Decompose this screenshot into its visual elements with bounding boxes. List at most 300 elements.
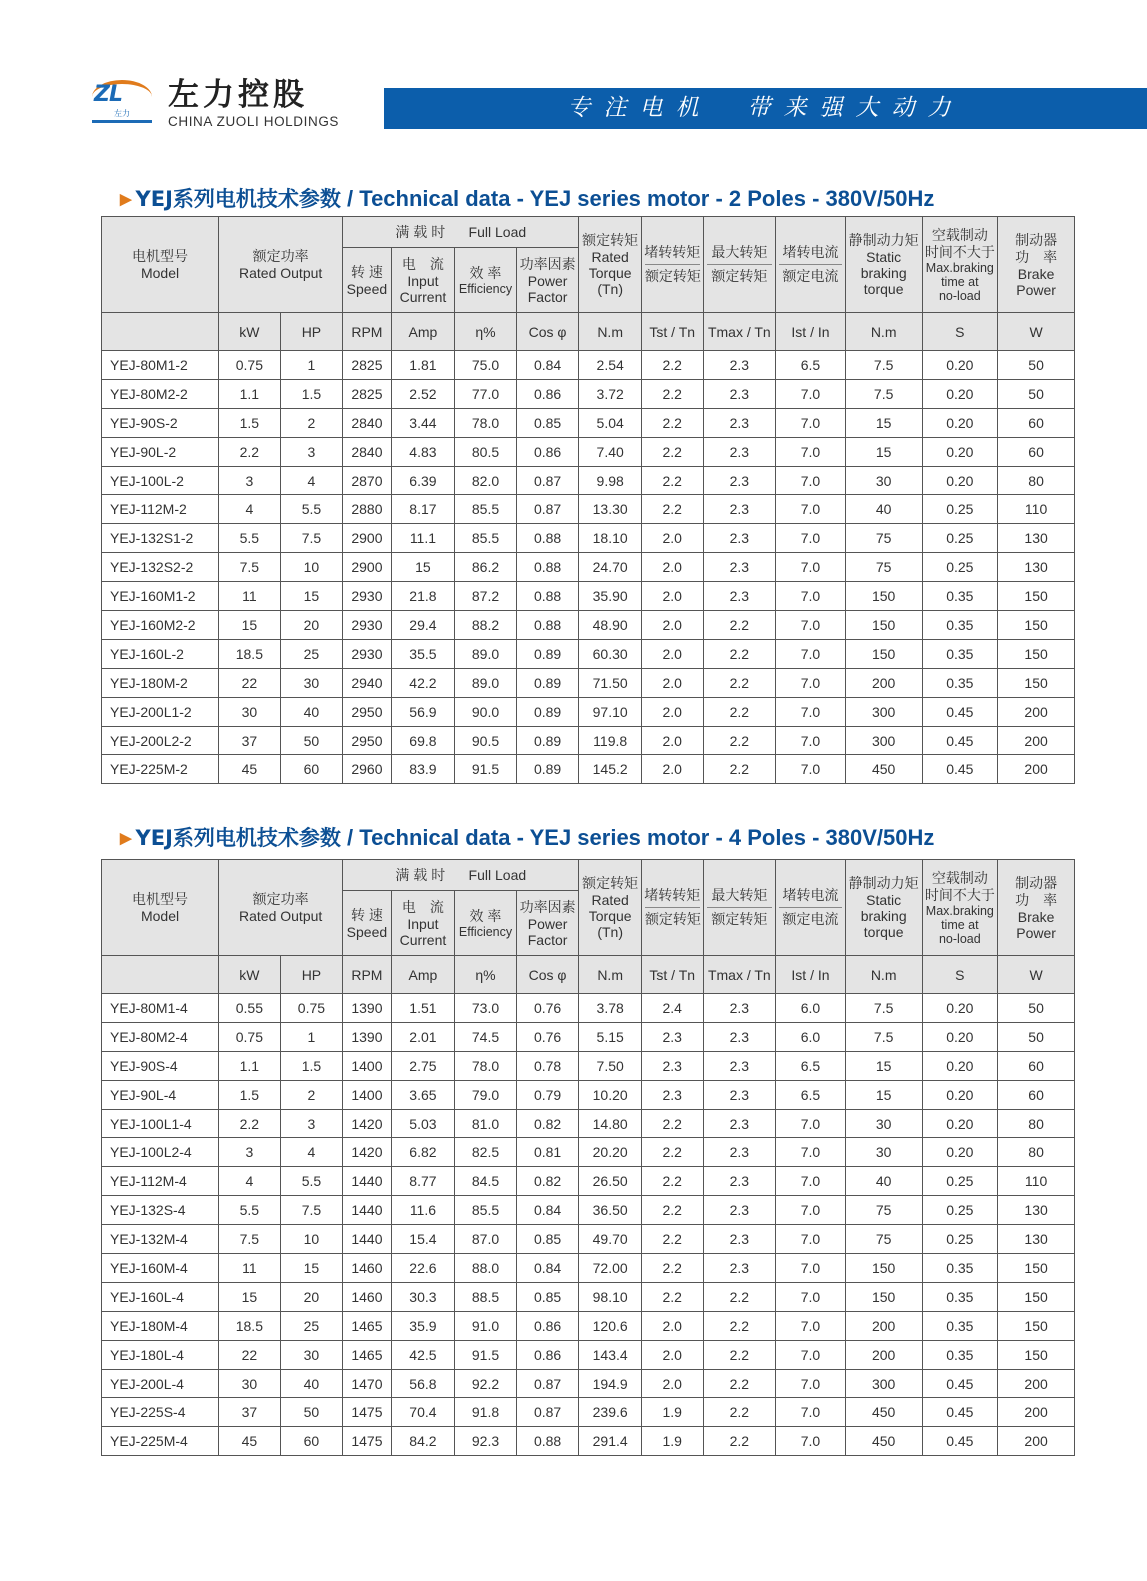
value-cell: 0.20 xyxy=(922,1109,998,1138)
value-cell: 92.3 xyxy=(455,1427,517,1456)
value-cell: 110 xyxy=(998,495,1075,524)
value-cell: 2.0 xyxy=(641,668,703,697)
value-cell: 30.3 xyxy=(391,1282,455,1311)
units-row xyxy=(102,313,1075,351)
value-cell: 98.10 xyxy=(579,1282,642,1311)
value-cell: 2840 xyxy=(343,408,391,437)
unit-cell: Amp xyxy=(391,313,455,351)
value-cell: 18.10 xyxy=(579,524,642,553)
value-cell: 2.54 xyxy=(579,351,642,380)
rated-output-header: 额定功率 Rated Output xyxy=(219,860,343,956)
value-cell: 2950 xyxy=(343,726,391,755)
page-header xyxy=(0,0,1147,140)
slogan-banner xyxy=(384,88,1147,129)
value-cell: 35.5 xyxy=(391,639,455,668)
value-cell: 30 xyxy=(845,1138,922,1167)
value-cell: 7.0 xyxy=(776,1282,846,1311)
value-cell: 0.84 xyxy=(516,1196,579,1225)
value-cell: 0.20 xyxy=(922,1138,998,1167)
value-cell: 90.0 xyxy=(455,697,517,726)
logo-mark-text: ZL xyxy=(94,82,122,107)
value-cell: 2.3 xyxy=(703,1138,776,1167)
value-cell: 2.2 xyxy=(703,726,776,755)
value-cell: 2900 xyxy=(343,553,391,582)
value-cell: 2.2 xyxy=(641,466,703,495)
value-cell: 0.55 xyxy=(219,994,281,1023)
value-cell: 15 xyxy=(219,1282,281,1311)
value-cell: 6.5 xyxy=(776,1080,846,1109)
value-cell: 37 xyxy=(219,1398,281,1427)
value-cell: 1465 xyxy=(343,1340,391,1369)
value-cell: 7.5 xyxy=(845,1022,922,1051)
value-cell: 291.4 xyxy=(579,1427,642,1456)
value-cell: 150 xyxy=(998,611,1075,640)
value-cell: 1.9 xyxy=(641,1427,703,1456)
table-row xyxy=(102,697,1075,726)
value-cell: 7.0 xyxy=(776,524,846,553)
value-cell: 30 xyxy=(845,466,922,495)
value-cell: 7.5 xyxy=(845,351,922,380)
value-cell: 1.5 xyxy=(219,408,281,437)
value-cell: 75 xyxy=(845,1196,922,1225)
value-cell: 30 xyxy=(219,697,281,726)
value-cell: 0.75 xyxy=(219,1022,281,1051)
value-cell: 2.0 xyxy=(641,1369,703,1398)
unit-cell: Tst / Tn xyxy=(641,956,703,994)
value-cell: 200 xyxy=(845,1340,922,1369)
table-row xyxy=(102,1109,1075,1138)
triangle-bullet-icon: ▶ xyxy=(120,830,132,847)
unit-cell: N.m xyxy=(845,313,922,351)
logo-mark-small-text: 左力 xyxy=(114,109,130,118)
power-factor-header: 功率因素 Power Factor xyxy=(516,248,579,313)
value-cell: 2.3 xyxy=(703,1022,776,1051)
value-cell: 7.5 xyxy=(845,994,922,1023)
value-cell: 15 xyxy=(280,1254,343,1283)
unit-cell: kW xyxy=(219,956,281,994)
value-cell: 2.0 xyxy=(641,582,703,611)
spec-table-2-poles xyxy=(101,216,1075,784)
value-cell: 7.0 xyxy=(776,1254,846,1283)
triangle-bullet-icon: ▶ xyxy=(120,191,132,208)
table-row xyxy=(102,437,1075,466)
value-cell: 82.5 xyxy=(455,1138,517,1167)
value-cell: 2.3 xyxy=(641,1051,703,1080)
value-cell: 4.83 xyxy=(391,437,455,466)
value-cell: 0.88 xyxy=(516,611,579,640)
value-cell: 0.25 xyxy=(922,1196,998,1225)
value-cell: 25 xyxy=(280,1311,343,1340)
value-cell: 2960 xyxy=(343,755,391,784)
value-cell: 56.8 xyxy=(391,1369,455,1398)
unit-cell: W xyxy=(998,313,1075,351)
model-header: 电机型号 Model xyxy=(102,860,219,956)
value-cell: 0.25 xyxy=(922,524,998,553)
value-cell: 3 xyxy=(280,437,343,466)
value-cell: 0.35 xyxy=(922,1340,998,1369)
value-cell: 0.35 xyxy=(922,1254,998,1283)
full-load-header: 满 载 时 Full Load xyxy=(343,860,579,891)
table-row xyxy=(102,1022,1075,1051)
max-braking-time-header: 空载制动 时间不大于 Max.braking time at no-load xyxy=(922,217,998,313)
value-cell: 22.6 xyxy=(391,1254,455,1283)
value-cell: 143.4 xyxy=(579,1340,642,1369)
value-cell: 2.2 xyxy=(703,755,776,784)
value-cell: 3.78 xyxy=(579,994,642,1023)
value-cell: 50 xyxy=(998,379,1075,408)
model-cell: YEJ-132S2-2 xyxy=(102,553,219,582)
value-cell: 5.03 xyxy=(391,1109,455,1138)
table-row xyxy=(102,1398,1075,1427)
value-cell: 7.0 xyxy=(776,408,846,437)
value-cell: 2.2 xyxy=(703,668,776,697)
value-cell: 21.8 xyxy=(391,582,455,611)
value-cell: 200 xyxy=(998,697,1075,726)
value-cell: 69.8 xyxy=(391,726,455,755)
value-cell: 0.45 xyxy=(922,755,998,784)
value-cell: 0.45 xyxy=(922,726,998,755)
table-row xyxy=(102,1225,1075,1254)
value-cell: 200 xyxy=(998,1398,1075,1427)
value-cell: 2.2 xyxy=(703,639,776,668)
value-cell: 7.0 xyxy=(776,1109,846,1138)
value-cell: 2.3 xyxy=(703,553,776,582)
value-cell: 150 xyxy=(998,639,1075,668)
value-cell: 37 xyxy=(219,726,281,755)
value-cell: 7.0 xyxy=(776,639,846,668)
value-cell: 2.2 xyxy=(641,1282,703,1311)
value-cell: 7.0 xyxy=(776,582,846,611)
value-cell: 6.5 xyxy=(776,351,846,380)
value-cell: 5.5 xyxy=(219,1196,281,1225)
unit-cell: kW xyxy=(219,313,281,351)
model-header: 电机型号 Model xyxy=(102,217,219,313)
value-cell: 150 xyxy=(998,1282,1075,1311)
value-cell: 84.2 xyxy=(391,1427,455,1456)
value-cell: 2825 xyxy=(343,379,391,408)
value-cell: 10 xyxy=(280,1225,343,1254)
value-cell: 6.0 xyxy=(776,994,846,1023)
table-row xyxy=(102,1311,1075,1340)
table-row xyxy=(102,553,1075,582)
value-cell: 2.2 xyxy=(641,408,703,437)
value-cell: 4 xyxy=(219,1167,281,1196)
value-cell: 2.3 xyxy=(703,1196,776,1225)
input-current-header: 电 流 Input Current xyxy=(391,891,455,956)
value-cell: 1.51 xyxy=(391,994,455,1023)
value-cell: 150 xyxy=(998,1340,1075,1369)
units-model-spacer xyxy=(102,956,219,994)
value-cell: 2.3 xyxy=(703,1167,776,1196)
value-cell: 2.2 xyxy=(641,1109,703,1138)
value-cell: 75 xyxy=(845,1225,922,1254)
value-cell: 60 xyxy=(998,1051,1075,1080)
efficiency-header: 效 率 Efficiency xyxy=(455,891,517,956)
value-cell: 0.88 xyxy=(516,524,579,553)
value-cell: 6.39 xyxy=(391,466,455,495)
value-cell: 0.35 xyxy=(922,668,998,697)
value-cell: 40 xyxy=(845,1167,922,1196)
value-cell: 7.0 xyxy=(776,697,846,726)
value-cell: 2880 xyxy=(343,495,391,524)
value-cell: 0.45 xyxy=(922,1369,998,1398)
value-cell: 15 xyxy=(845,408,922,437)
value-cell: 13.30 xyxy=(579,495,642,524)
model-cell: YEJ-180M-2 xyxy=(102,668,219,697)
rated-torque-header: 额定转矩 Rated Torque (Tn) xyxy=(579,860,642,956)
model-cell: YEJ-80M1-4 xyxy=(102,994,219,1023)
value-cell: 2.2 xyxy=(703,611,776,640)
value-cell: 2.2 xyxy=(641,1138,703,1167)
value-cell: 92.2 xyxy=(455,1369,517,1398)
unit-cell: Tst / Tn xyxy=(641,313,703,351)
value-cell: 5.5 xyxy=(280,1167,343,1196)
value-cell: 300 xyxy=(845,1369,922,1398)
table-row xyxy=(102,582,1075,611)
value-cell: 3 xyxy=(219,466,281,495)
value-cell: 7.0 xyxy=(776,437,846,466)
value-cell: 150 xyxy=(845,639,922,668)
unit-cell: η% xyxy=(455,313,517,351)
value-cell: 450 xyxy=(845,755,922,784)
value-cell: 130 xyxy=(998,1196,1075,1225)
unit-cell: Amp xyxy=(391,956,455,994)
value-cell: 45 xyxy=(219,755,281,784)
value-cell: 150 xyxy=(998,668,1075,697)
value-cell: 0.45 xyxy=(922,697,998,726)
value-cell: 77.0 xyxy=(455,379,517,408)
value-cell: 50 xyxy=(998,994,1075,1023)
value-cell: 7.0 xyxy=(776,755,846,784)
table-row xyxy=(102,668,1075,697)
value-cell: 7.0 xyxy=(776,1311,846,1340)
units-row xyxy=(102,956,1075,994)
value-cell: 20 xyxy=(280,1282,343,1311)
value-cell: 1440 xyxy=(343,1167,391,1196)
unit-cell: S xyxy=(922,956,998,994)
locked-torque-ratio-header: 堵转转矩 额定转矩 xyxy=(641,217,703,313)
value-cell: 91.5 xyxy=(455,755,517,784)
value-cell: 300 xyxy=(845,726,922,755)
model-cell: YEJ-225M-2 xyxy=(102,755,219,784)
value-cell: 50 xyxy=(280,726,343,755)
value-cell: 0.86 xyxy=(516,1311,579,1340)
value-cell: 11 xyxy=(219,1254,281,1283)
value-cell: 0.82 xyxy=(516,1109,579,1138)
value-cell: 50 xyxy=(280,1398,343,1427)
value-cell: 145.2 xyxy=(579,755,642,784)
value-cell: 1.5 xyxy=(219,1080,281,1109)
value-cell: 15 xyxy=(845,1051,922,1080)
value-cell: 0.88 xyxy=(516,582,579,611)
model-cell: YEJ-112M-2 xyxy=(102,495,219,524)
value-cell: 6.82 xyxy=(391,1138,455,1167)
value-cell: 88.2 xyxy=(455,611,517,640)
value-cell: 50 xyxy=(998,1022,1075,1051)
value-cell: 5.5 xyxy=(219,524,281,553)
value-cell: 1440 xyxy=(343,1225,391,1254)
value-cell: 2930 xyxy=(343,639,391,668)
value-cell: 2.2 xyxy=(641,495,703,524)
value-cell: 0.86 xyxy=(516,379,579,408)
value-cell: 2.2 xyxy=(703,1369,776,1398)
unit-cell: Tmax / Tn xyxy=(703,956,776,994)
value-cell: 2.2 xyxy=(219,1109,281,1138)
value-cell: 2.2 xyxy=(641,1225,703,1254)
value-cell: 40 xyxy=(280,697,343,726)
section-title-cn: YEJ系列电机技术参数 xyxy=(135,826,341,850)
value-cell: 15 xyxy=(280,582,343,611)
table-row xyxy=(102,726,1075,755)
unit-cell: RPM xyxy=(343,313,391,351)
value-cell: 7.0 xyxy=(776,1138,846,1167)
value-cell: 7.50 xyxy=(579,1051,642,1080)
value-cell: 11.6 xyxy=(391,1196,455,1225)
speed-header: 转 速 Speed xyxy=(343,248,391,313)
value-cell: 25 xyxy=(280,639,343,668)
value-cell: 6.5 xyxy=(776,1051,846,1080)
value-cell: 2.3 xyxy=(703,1225,776,1254)
value-cell: 30 xyxy=(219,1369,281,1398)
value-cell: 60 xyxy=(280,1427,343,1456)
value-cell: 150 xyxy=(998,1311,1075,1340)
value-cell: 130 xyxy=(998,553,1075,582)
value-cell: 0.20 xyxy=(922,1022,998,1051)
value-cell: 7.5 xyxy=(280,524,343,553)
value-cell: 0.88 xyxy=(516,553,579,582)
value-cell: 48.90 xyxy=(579,611,642,640)
value-cell: 0.25 xyxy=(922,1225,998,1254)
value-cell: 3.72 xyxy=(579,379,642,408)
value-cell: 194.9 xyxy=(579,1369,642,1398)
locked-current-ratio-header: 堵转电流 额定电流 xyxy=(776,217,846,313)
value-cell: 7.0 xyxy=(776,1398,846,1427)
unit-cell: HP xyxy=(280,313,343,351)
value-cell: 0.35 xyxy=(922,1282,998,1311)
value-cell: 78.0 xyxy=(455,408,517,437)
model-cell: YEJ-100L2-4 xyxy=(102,1138,219,1167)
unit-cell: RPM xyxy=(343,956,391,994)
model-cell: YEJ-90L-4 xyxy=(102,1080,219,1109)
value-cell: 0.75 xyxy=(280,994,343,1023)
value-cell: 2.3 xyxy=(641,1080,703,1109)
value-cell: 78.0 xyxy=(455,1051,517,1080)
value-cell: 0.20 xyxy=(922,437,998,466)
value-cell: 7.0 xyxy=(776,611,846,640)
brake-power-header: 制动器 功 率 Brake Power xyxy=(998,860,1075,956)
value-cell: 20 xyxy=(280,611,343,640)
value-cell: 2.3 xyxy=(703,351,776,380)
value-cell: 50 xyxy=(998,351,1075,380)
value-cell: 2.01 xyxy=(391,1022,455,1051)
value-cell: 1460 xyxy=(343,1282,391,1311)
value-cell: 7.40 xyxy=(579,437,642,466)
value-cell: 2.3 xyxy=(703,524,776,553)
speed-header: 转 速 Speed xyxy=(343,891,391,956)
value-cell: 0.25 xyxy=(922,495,998,524)
value-cell: 0.20 xyxy=(922,994,998,1023)
table-row xyxy=(102,755,1075,784)
value-cell: 2870 xyxy=(343,466,391,495)
model-cell: YEJ-180M-4 xyxy=(102,1311,219,1340)
model-cell: YEJ-90S-4 xyxy=(102,1051,219,1080)
value-cell: 45 xyxy=(219,1427,281,1456)
value-cell: 10.20 xyxy=(579,1080,642,1109)
value-cell: 36.50 xyxy=(579,1196,642,1225)
model-cell: YEJ-112M-4 xyxy=(102,1167,219,1196)
unit-cell: Ist / In xyxy=(776,956,846,994)
value-cell: 30 xyxy=(845,1109,922,1138)
model-cell: YEJ-100L1-4 xyxy=(102,1109,219,1138)
value-cell: 130 xyxy=(998,524,1075,553)
unit-cell: N.m xyxy=(845,956,922,994)
model-cell: YEJ-160M2-2 xyxy=(102,611,219,640)
value-cell: 1400 xyxy=(343,1051,391,1080)
table-row xyxy=(102,524,1075,553)
table-row xyxy=(102,1427,1075,1456)
value-cell: 2.0 xyxy=(641,611,703,640)
value-cell: 3 xyxy=(219,1138,281,1167)
value-cell: 2940 xyxy=(343,668,391,697)
value-cell: 2 xyxy=(280,1080,343,1109)
unit-cell: Cos φ xyxy=(516,313,579,351)
value-cell: 1390 xyxy=(343,994,391,1023)
value-cell: 89.0 xyxy=(455,639,517,668)
value-cell: 9.98 xyxy=(579,466,642,495)
value-cell: 74.5 xyxy=(455,1022,517,1051)
value-cell: 0.20 xyxy=(922,1080,998,1109)
model-cell: YEJ-90S-2 xyxy=(102,408,219,437)
value-cell: 450 xyxy=(845,1427,922,1456)
value-cell: 2.0 xyxy=(641,697,703,726)
company-name-en: CHINA ZUOLI HOLDINGS xyxy=(168,114,340,129)
value-cell: 2900 xyxy=(343,524,391,553)
power-factor-header: 功率因素 Power Factor xyxy=(516,891,579,956)
value-cell: 72.00 xyxy=(579,1254,642,1283)
value-cell: 75.0 xyxy=(455,351,517,380)
value-cell: 0.89 xyxy=(516,668,579,697)
value-cell: 2.75 xyxy=(391,1051,455,1080)
table-row xyxy=(102,408,1075,437)
value-cell: 150 xyxy=(845,582,922,611)
value-cell: 1.1 xyxy=(219,1051,281,1080)
table-body xyxy=(102,994,1075,1456)
value-cell: 2.3 xyxy=(703,1109,776,1138)
value-cell: 0.79 xyxy=(516,1080,579,1109)
value-cell: 75 xyxy=(845,553,922,582)
value-cell: 1 xyxy=(280,1022,343,1051)
value-cell: 0.88 xyxy=(516,1427,579,1456)
value-cell: 2.0 xyxy=(641,1340,703,1369)
value-cell: 2.2 xyxy=(641,1167,703,1196)
value-cell: 0.20 xyxy=(922,408,998,437)
table-header xyxy=(102,860,1075,994)
value-cell: 83.9 xyxy=(391,755,455,784)
value-cell: 1475 xyxy=(343,1398,391,1427)
model-cell: YEJ-225S-4 xyxy=(102,1398,219,1427)
value-cell: 7.0 xyxy=(776,553,846,582)
table-row xyxy=(102,611,1075,640)
value-cell: 2.3 xyxy=(703,437,776,466)
locked-current-ratio-header: 堵转电流 额定电流 xyxy=(776,860,846,956)
value-cell: 450 xyxy=(845,1398,922,1427)
value-cell: 2950 xyxy=(343,697,391,726)
value-cell: 7.0 xyxy=(776,1427,846,1456)
value-cell: 26.50 xyxy=(579,1167,642,1196)
value-cell: 2.3 xyxy=(703,408,776,437)
value-cell: 91.5 xyxy=(455,1340,517,1369)
value-cell: 18.5 xyxy=(219,1311,281,1340)
